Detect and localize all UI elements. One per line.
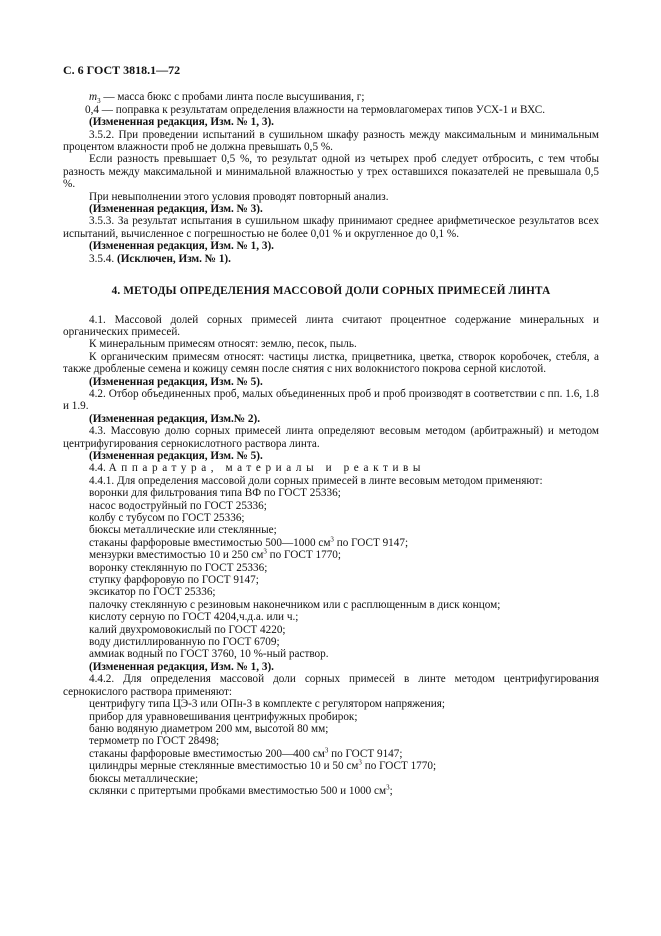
list-item: насос водоструйный по ГОСТ 25336;: [89, 499, 267, 512]
text-line: К минеральным примесям относят: землю, песок, пыль.: [89, 338, 357, 351]
paragraph: 4.3. Массовую долю сорных примесей линта определяют весовым методом (арбитражный) и методом центрифугирования сернокислотного раствора линта.: [63, 425, 599, 450]
list-item-text: по ГОСТ 9147;: [333, 536, 409, 549]
list-item: [63, 760, 599, 772]
list-item-text: ;: [389, 784, 393, 797]
clause-number: 4.4.: [89, 462, 109, 475]
revision-note: (Исключен, Изм. № 1).: [116, 252, 231, 265]
list-item: бюксы металлические или стеклянные;: [89, 524, 277, 537]
paragraph: К органическим примесям относят: частицы листка, прицветника, цветка, створок коробочек, стебля, а также дробленые семена и кожицу семян после снятия с них волокнистого покрова серной кислотой.: [63, 350, 599, 376]
text-line: [63, 462, 599, 474]
revision-note: (Измененная редакция, Изм. № 1, 3).: [89, 660, 274, 673]
list-item: прибор для уравновешивания центрифужных пробирок;: [89, 710, 358, 723]
list-item: [63, 537, 599, 549]
paragraph: 4.4.2. Для определения массовой доли сорных примесей в линте методом центрифугирования сернокислого раствора применяют:: [63, 673, 599, 698]
list-item-text: по ГОСТ 1770;: [361, 760, 437, 773]
paragraph: 3.5.2. При проведении испытаний в сушильном шкафу разность между максимальным и минимальным процентом влажности проб не должна превышать 0,5 %.: [63, 128, 599, 154]
list-item: воронку стеклянную по ГОСТ 25336;: [89, 561, 268, 574]
paragraph: 4.2. Отбор объединенных проб, малых объединенных проб и проб производят в соответствии с пп. 1.6, 1.8 и 1.9.: [63, 387, 599, 413]
list-item: ступку фарфоровую по ГОСТ 9147;: [89, 574, 259, 587]
list-item-text: по ГОСТ 9147;: [328, 747, 403, 760]
line-text: — масса бюкс с пробами линта после высушивания, г;: [100, 91, 365, 104]
list-item: [63, 549, 599, 561]
spaced-heading: Аппаратура, материалы и реактивы: [108, 462, 426, 475]
list-item: эксикатор по ГОСТ 25336;: [89, 586, 216, 599]
list-item: бюксы металлические;: [89, 772, 199, 785]
revision-note: (Измененная редакция, Изм. № 5).: [89, 375, 263, 388]
revision-note: (Измененная редакция, Изм. № 1, 3).: [89, 116, 274, 129]
list-item: центрифугу типа ЦЭ-3 или ОПн-3 в комплекте с регулятором напряжения;: [89, 698, 446, 711]
revision-note: (Измененная редакция, Изм. № 5).: [89, 449, 263, 462]
superscript: 3: [263, 547, 267, 556]
subscript: 3: [97, 97, 101, 106]
page-header: С. 6 ГОСТ 3818.1—72: [63, 63, 181, 77]
revision-note: (Измененная редакция, Изм. № 1, 3).: [89, 240, 274, 253]
list-item: воронки для фильтрования типа ВФ по ГОСТ 25336;: [89, 487, 341, 500]
text-line: [63, 253, 599, 265]
text-line: [63, 91, 599, 106]
text-line: При невыполнении этого условия проводят повторный анализ.: [89, 190, 389, 203]
superscript: 3: [358, 758, 362, 767]
list-item-text: цилиндры мерные стеклянные вместимостью 10 и 50 см: [89, 760, 359, 773]
text-line: 0,4 — поправка к результатам определения влажности на термовлагомерах типов УСХ-1 и ВХС.: [85, 103, 546, 116]
clause-number: 3.5.4.: [89, 252, 117, 265]
document-page: [63, 64, 599, 797]
text-line: 4.4.1. Для определения массовой доли сорных примесей в линте весовым методом применяют:: [89, 474, 543, 487]
list-item: калий двухромовокислый по ГОСТ 4220;: [89, 623, 286, 636]
list-item-text: склянки с притертыми пробками вместимостью 500 и 1000 см: [89, 784, 387, 797]
paragraph: 3.5.3. За результат испытания в сушильном шкафу принимают среднее арифметическое результатов всех испытаний, вычисленное с погрешностью не более 0,01 % и округленное до 0,1 %.: [63, 215, 599, 240]
revision-note: (Измененная редакция, Изм.№ 2).: [89, 412, 260, 425]
superscript: 3: [330, 535, 334, 544]
list-item-text: стаканы фарфоровые вместимостью 500—1000 см: [89, 536, 331, 549]
superscript: 3: [386, 783, 390, 792]
list-item: колбу с тубусом по ГОСТ 25336;: [89, 512, 245, 524]
section-heading: 4. МЕТОДЫ ОПРЕДЕЛЕНИЯ МАССОВОЙ ДОЛИ СОРНЫХ ПРИМЕСЕЙ ЛИНТА: [111, 285, 551, 298]
list-item: [63, 785, 599, 797]
revision-note: (Измененная редакция, Изм. № 3).: [89, 203, 263, 216]
list-item: кислоту серную по ГОСТ 4204,ч.д.а. или ч.;: [89, 611, 299, 624]
list-item: воду дистиллированную по ГОСТ 6709;: [89, 636, 280, 649]
paragraph: 4.1. Массовой долей сорных примесей линта считают процентное содержание минеральных и органических примесей.: [63, 313, 599, 338]
list-item-text: мензурки вместимостью 10 и 250 см: [89, 549, 264, 562]
superscript: 3: [324, 745, 329, 754]
symbol-m: m: [89, 91, 98, 104]
list-item: термометр по ГОСТ 28498;: [89, 735, 220, 748]
list-item-text: стаканы фарфоровые вместимостью 200—400 см: [89, 747, 325, 760]
paragraph: Если разность превышает 0,5 %, то результат одной из четырех проб следует отбросить, с тем чтобы разность между максимальной и минимальной влажностью у трех оставшихся показателей не превышала 0,5 %.: [63, 153, 599, 191]
list-item: [63, 745, 599, 760]
list-item: аммиак водный по ГОСТ 3760, 10 %-ный раствор.: [89, 648, 329, 661]
list-item: палочку стеклянную с резиновым наконечником или с расплющенным в диск концом;: [89, 598, 501, 611]
list-item-text: по ГОСТ 1770;: [266, 549, 341, 562]
list-item: баню водяную диаметром 200 мм, высотой 80 мм;: [89, 722, 329, 735]
